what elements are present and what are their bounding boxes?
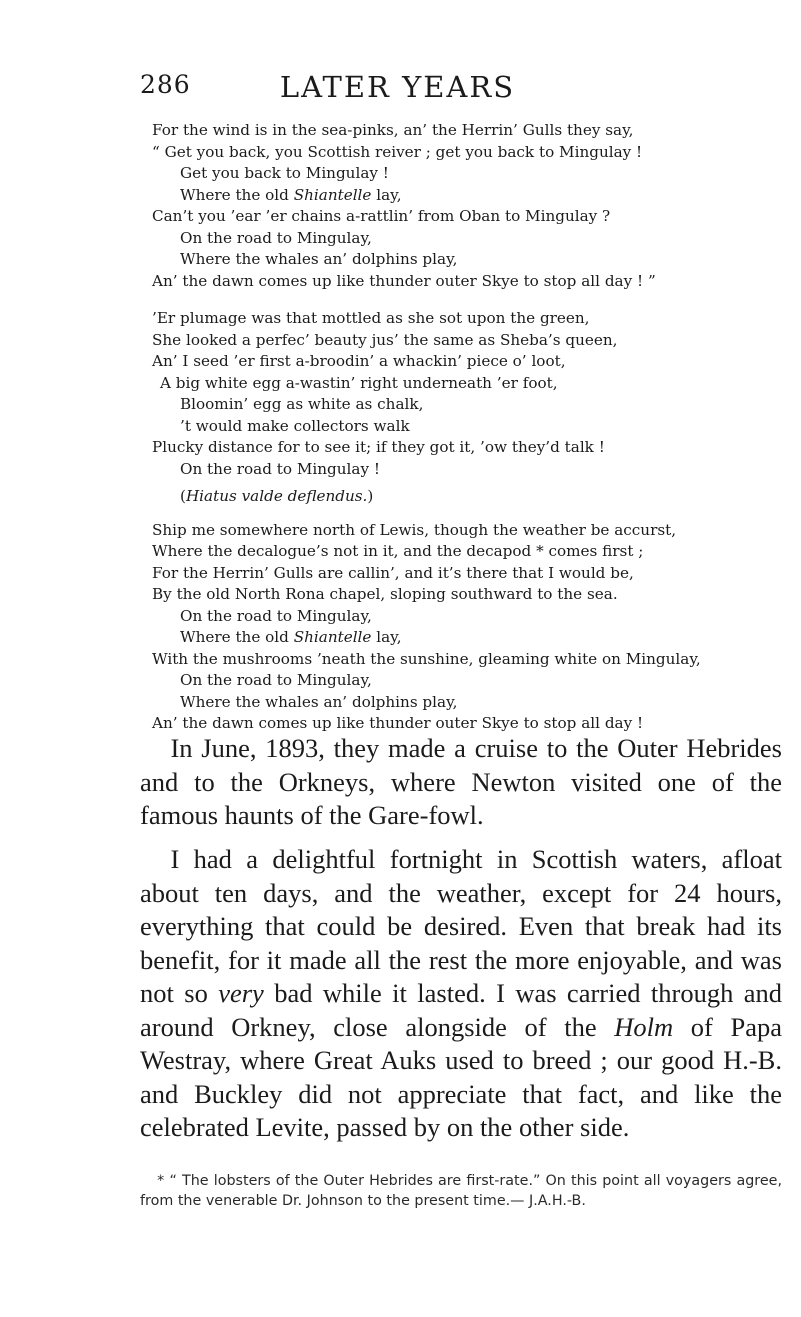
poem-line-text: Where the old xyxy=(180,628,294,646)
ship-name: Shiantelle xyxy=(293,628,372,646)
poem-line-text: lay, xyxy=(371,628,402,646)
poem-stanza-3 xyxy=(152,520,792,735)
poem-line: By the old North Rona chapel, sloping southward to the sea. xyxy=(152,585,618,603)
poem-line: ’t would make collectors walk xyxy=(180,416,410,435)
note-paren-open: ( xyxy=(180,487,186,505)
poem-line: A big white egg a-wastin’ right underneath ’er foot, xyxy=(160,373,558,392)
poem-line: Where the whales an’ dolphins play, xyxy=(180,250,458,268)
poem-line xyxy=(152,627,792,649)
paragraph-text: In June, 1893, they made a cruise to the Outer Hebrides and to the Orkneys, where Newton visited one of the famous haunts of the Gare-fowl. xyxy=(140,733,782,830)
poem-line-text: lay, xyxy=(371,185,402,204)
paragraph-span: bad while it lasted. I was carried through and around Orkney, close alongside of the xyxy=(140,978,782,1042)
poem xyxy=(152,120,792,751)
poem-line: Where the whales an’ dolphins play, xyxy=(180,692,458,711)
poem-line: For the Herrin’ Gulls are callin’, and it’s there that I would be, xyxy=(152,563,634,582)
footnote xyxy=(140,1172,782,1211)
footnote-text: * “ The lobsters of the Outer Hebrides are first-rate.” On this point all voyagers agree, from the venerable Dr. Johnson to the present time.— J.A.H.-B. xyxy=(140,1173,782,1209)
poem-line: Can’t you ’ear ’er chains a-rattlin’ from Oban to Mingulay ? xyxy=(152,207,611,225)
note-latin: Hiatus valde deflendus. xyxy=(185,487,368,505)
poem-line: An’ I seed ’er first a-broodin’ a whackin’ piece o’ loot, xyxy=(152,352,566,370)
poem-stanza-1 xyxy=(152,120,792,292)
poem-line: “ Get you back, you Scottish reiver ; get you back to Mingulay ! xyxy=(152,142,643,161)
poem-line: On the road to Mingulay, xyxy=(180,606,372,625)
page-header xyxy=(140,70,655,110)
poem-line: On the road to Mingulay, xyxy=(180,228,372,247)
poem-line: An’ the dawn comes up like thunder outer Skye to stop all day ! ” xyxy=(152,271,656,290)
poem-line: An’ the dawn comes up like thunder outer Skye to stop all day ! xyxy=(152,714,644,732)
paragraph-span: I had a delightful fortnight in Scottish waters, afloat about ten days, and the weather, except for 24 hours, everything that could be desired. Even that break had its benefit, for it made all the rest the more enjoyable, and was not so xyxy=(140,844,782,1008)
emphasis-very: very xyxy=(218,978,264,1008)
emphasis-holm: Holm xyxy=(614,1011,674,1042)
note-paren-close: ) xyxy=(367,487,374,505)
poem-line: ’Er plumage was that mottled as she sot upon the green, xyxy=(152,309,590,327)
page-number: 286 xyxy=(140,70,191,99)
ship-name: Shiantelle xyxy=(293,185,372,204)
paragraph-text xyxy=(140,843,782,1145)
poem-line: On the road to Mingulay ! xyxy=(180,459,380,478)
poem-line: Ship me somewhere north of Lewis, though the weather be accurst, xyxy=(152,520,677,539)
poem-line xyxy=(152,185,792,207)
paragraph-span: of Papa Westray, where Great Auks used to breed ; our good H.-B. and Buckley did not appreciate that fact, and like the celebrated Levite, passed by on the other side. xyxy=(140,1011,782,1142)
poem-line: For the wind is in the sea-pinks, an’ the Herrin’ Gulls they say, xyxy=(152,121,634,139)
editorial-note xyxy=(152,486,792,508)
poem-stanza-2 xyxy=(152,308,792,480)
poem-line: Bloomin’ egg as white as chalk, xyxy=(180,395,424,413)
running-head: LATER YEARS xyxy=(279,70,516,104)
poem-line: Get you back to Mingulay ! xyxy=(180,164,389,182)
poem-line-text: Where the old xyxy=(180,185,294,204)
poem-line: With the mushrooms ’neath the sunshine, gleaming white on Mingulay, xyxy=(152,649,701,668)
prose-paragraph-1 xyxy=(140,732,782,833)
poem-line: On the road to Mingulay, xyxy=(180,671,372,689)
poem-line: Plucky distance for to see it; if they got it, ’ow they’d talk ! xyxy=(152,438,605,456)
prose-paragraph-2 xyxy=(140,843,782,1145)
poem-line: She looked a perfec’ beauty jus’ the same as Sheba’s queen, xyxy=(152,330,618,349)
poem-line: Where the decalogue’s not in it, and the decapod * comes first ; xyxy=(152,542,644,560)
